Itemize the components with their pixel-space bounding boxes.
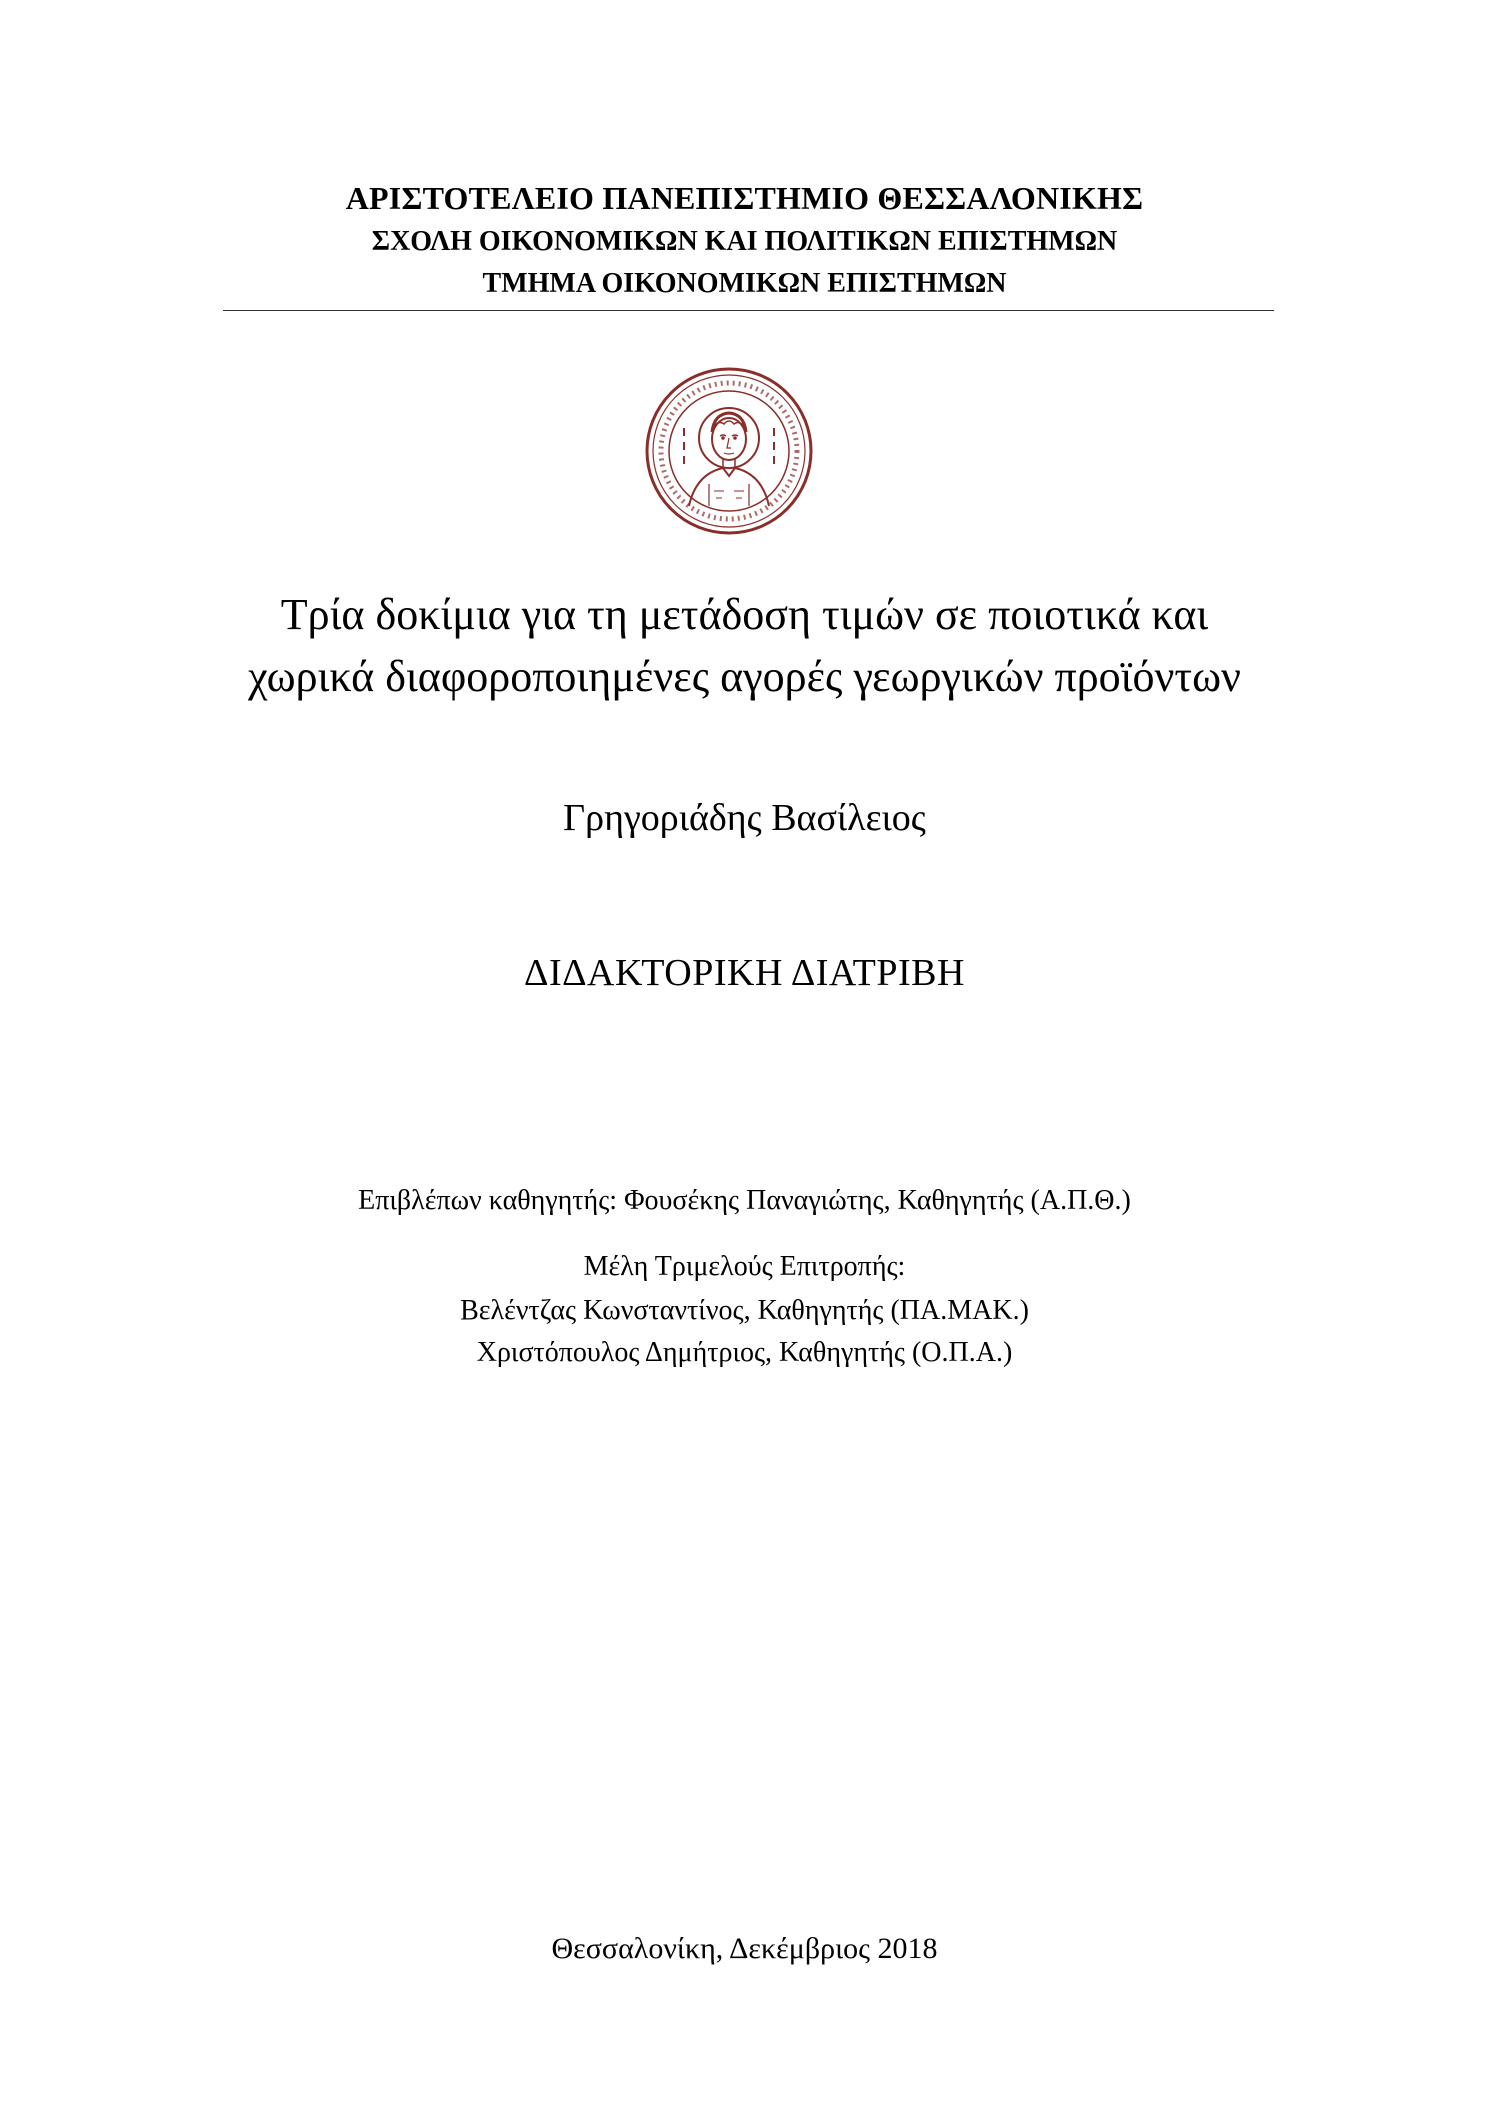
committee-member: Χριστόπουλος Δημήτριος, Καθηγητής (Ο.Π.Α.) bbox=[476, 1337, 1013, 1368]
thesis-title-line-1: Τρία δοκίμια για τη μετάδοση τιμών σε ποιοτικά και bbox=[280, 590, 1209, 639]
author-name: Γρηγοριάδης Βασίλειος bbox=[563, 797, 926, 839]
school-name: ΣΧΟΛΗ ΟΙΚΟΝΟΜΙΚΩΝ ΚΑΙ ΠΟΛΙΤΙΚΩΝ ΕΠΙΣΤΗΜΩΝ bbox=[371, 226, 1118, 257]
university-seal-icon bbox=[644, 366, 814, 536]
committee-member: Βελέντζας Κωνσταντίνος, Καθηγητής (ΠΑ.ΜΑΚ.) bbox=[460, 1295, 1029, 1326]
degree-type: ΔΙΔΑΚΤΟΡΙΚΗ ΔΙΑΤΡΙΒΗ bbox=[524, 952, 965, 994]
supervisor-line: Επιβλέπων καθηγητής: Φουσέκης Παναγιώτης, Καθηγητής (Α.Π.Θ.) bbox=[358, 1185, 1131, 1216]
university-name: ΑΡΙΣΤΟΤΕΛΕΙΟ ΠΑΝΕΠΙΣΤΗΜΙΟ ΘΕΣΣΑΛΟΝΙΚΗΣ bbox=[345, 180, 1144, 216]
thesis-title-line-2: χωρικά διαφοροποιημένες αγορές γεωργικών προϊόντων bbox=[248, 652, 1241, 701]
department-name: ΤΜΗΜΑ ΟΙΚΟΝΟΜΙΚΩΝ ΕΠΙΣΤΗΜΩΝ bbox=[482, 268, 1007, 299]
place-and-date: Θεσσαλονίκη, Δεκέμβριος 2018 bbox=[551, 1932, 938, 1965]
committee-label: Μέλη Τριμελούς Επιτροπής: bbox=[583, 1251, 906, 1282]
header-divider bbox=[223, 310, 1274, 311]
